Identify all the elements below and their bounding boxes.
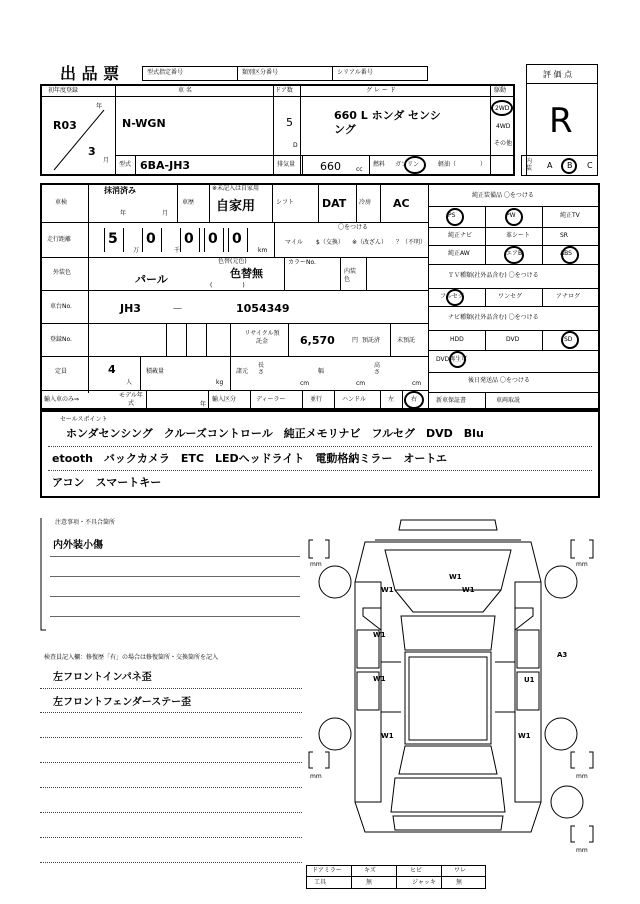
inspector-line bbox=[40, 837, 302, 838]
recolor-value: 色替無 bbox=[230, 267, 263, 280]
inspector-line bbox=[40, 712, 302, 713]
dvd-play: DVD再生可 bbox=[436, 356, 468, 363]
recycle-amount: 6,570 bbox=[300, 334, 335, 347]
genuine-item: 革シート bbox=[506, 232, 531, 239]
footer-header-cell: ヒビ bbox=[410, 867, 423, 874]
navi-item: DVD bbox=[506, 336, 520, 343]
inspector-line bbox=[40, 762, 302, 763]
genuine-item: 純正AW bbox=[448, 250, 470, 257]
model-code: 6BA-JH3 bbox=[140, 159, 191, 172]
airbag-circle bbox=[504, 246, 524, 264]
damage-mark: W1 bbox=[462, 586, 475, 594]
mileage-digit: 0 bbox=[208, 231, 218, 247]
drive-circle bbox=[491, 100, 513, 116]
rating-label: 評 価 点 bbox=[526, 64, 598, 84]
interior-circle bbox=[561, 158, 577, 174]
genuine-item: エアB bbox=[506, 250, 523, 257]
inspection-value: 抹消済み bbox=[104, 186, 136, 195]
navi-item: SD bbox=[564, 336, 573, 343]
damage-mark: W1 bbox=[518, 732, 531, 740]
drive-header: 駆動 bbox=[494, 87, 507, 94]
inspector-line bbox=[40, 787, 302, 788]
genuine-item: ABS bbox=[560, 250, 572, 257]
damage-mark: W1 bbox=[373, 631, 386, 639]
tv-title: ＴＶ種類(社外品含む) 〇をつける bbox=[448, 272, 539, 279]
inspector-line bbox=[40, 812, 302, 813]
mileage-digit: 5 bbox=[108, 231, 118, 247]
tv-item: フルセグ bbox=[440, 293, 464, 300]
reg-month: 3 bbox=[88, 145, 96, 158]
capacity-value: 4 bbox=[108, 363, 116, 376]
car-name: N-WGN bbox=[122, 117, 166, 130]
footer-value-cell: 工具 bbox=[314, 879, 327, 886]
damage-mark: W1 bbox=[381, 732, 394, 740]
car-name-header: 車 名 bbox=[178, 87, 192, 94]
footer-header-cell: ワレ bbox=[454, 867, 467, 874]
genuine-item: 純正TV bbox=[560, 212, 580, 219]
sales-line-2: etooth バックカメラ ETC LEDヘッドライト 電動格納ミラー オートエ bbox=[52, 452, 447, 465]
fullseg-circle bbox=[446, 289, 464, 306]
later-title: 後日発送品 〇をつける bbox=[468, 377, 530, 384]
damage-mark: W1 bbox=[373, 675, 386, 683]
displacement: 660 bbox=[320, 160, 341, 173]
genuine-item: PW bbox=[506, 212, 516, 219]
grade-header: グ レ ー ド bbox=[366, 87, 396, 94]
inspector-line bbox=[40, 737, 302, 738]
ac-value: AC bbox=[393, 197, 410, 210]
abs-circle bbox=[561, 246, 579, 264]
handle-right-circle bbox=[404, 391, 424, 409]
damage-mark: A3 bbox=[557, 651, 568, 659]
navi-item: HDD bbox=[450, 336, 464, 343]
footer-value-cell: 無 bbox=[456, 879, 463, 886]
chassis-number: 1054349 bbox=[236, 302, 290, 315]
grade-line-1: 660 L ホンダ センシ bbox=[334, 109, 441, 122]
tv-item: ワンセグ bbox=[498, 293, 523, 300]
sales-line-3: アコン スマートキー bbox=[52, 476, 162, 489]
car-diagram bbox=[305, 512, 605, 857]
mileage-digit: 0 bbox=[232, 231, 242, 247]
page-title: 出 品 票 bbox=[60, 64, 120, 83]
sales-label: セールスポイント bbox=[60, 416, 108, 423]
sales-line-1: ホンダセンシング クルーズコントロール 純正メモリナビ フルセグ DVD Blu bbox=[66, 427, 484, 440]
inspector-label: 検査員記入欄：修復歴「有」の場合は修復箇所・交換箇所を記入 bbox=[44, 654, 219, 661]
mileage-digit: 0 bbox=[184, 231, 194, 247]
genuine-title: 純正装備品 〇をつける bbox=[472, 192, 534, 199]
note-item: 内外装小傷 bbox=[53, 540, 103, 551]
serial-number-cell: シリアル番号 bbox=[332, 66, 428, 81]
exterior-color: パール bbox=[135, 273, 168, 286]
genuine-item: 純正ナビ bbox=[448, 232, 473, 239]
door-count: 5 bbox=[286, 116, 293, 129]
dvd-play-circle bbox=[449, 351, 466, 368]
navi-title: ナビ種類(社外品含む) 〇をつける bbox=[448, 314, 539, 321]
fuel-circle bbox=[404, 156, 426, 174]
footer-header-cell: ドアミラー bbox=[312, 867, 342, 874]
shift-value: DAT bbox=[322, 197, 347, 210]
first-reg-header: 初年度登録 bbox=[48, 87, 79, 94]
damage-mark: W1 bbox=[449, 573, 462, 581]
door-count-header: ドア数 bbox=[275, 87, 293, 94]
damage-mark: U1 bbox=[524, 676, 535, 684]
fuel-gasoline: ガソリン bbox=[395, 161, 420, 168]
tv-item: アナログ bbox=[556, 293, 581, 300]
inspector-line bbox=[40, 862, 302, 863]
chassis-prefix: JH3 bbox=[120, 302, 141, 315]
inspector-item-2: 左フロントフェンダーステー歪 bbox=[53, 697, 192, 708]
genuine-item: SR bbox=[560, 232, 568, 239]
pw-circle bbox=[505, 208, 523, 226]
category-number-cell: 類別区分番号 bbox=[237, 66, 333, 81]
ps-circle bbox=[446, 208, 464, 226]
notes-label: 注意事項・不具合箇所 bbox=[55, 519, 116, 526]
genuine-item: PS bbox=[448, 212, 456, 219]
footer-value-cell: 無 bbox=[366, 879, 373, 886]
footer-header-cell: キズ bbox=[364, 867, 376, 874]
footer-value-cell: ジャッキ bbox=[412, 879, 436, 886]
type-designation-cell: 型式指定番号 bbox=[142, 66, 238, 81]
history-value: 自家用 bbox=[216, 199, 256, 214]
drive-2wd: 2WD bbox=[495, 105, 510, 112]
damage-mark: W1 bbox=[381, 586, 394, 594]
mileage-digit: 0 bbox=[146, 231, 156, 247]
grade-line-2: ング bbox=[334, 123, 356, 136]
inspector-item-1: 左フロントインパネ歪 bbox=[53, 672, 152, 683]
era-year: R03 bbox=[53, 119, 77, 132]
rating-value: R bbox=[549, 101, 573, 141]
sd-circle bbox=[561, 331, 579, 349]
